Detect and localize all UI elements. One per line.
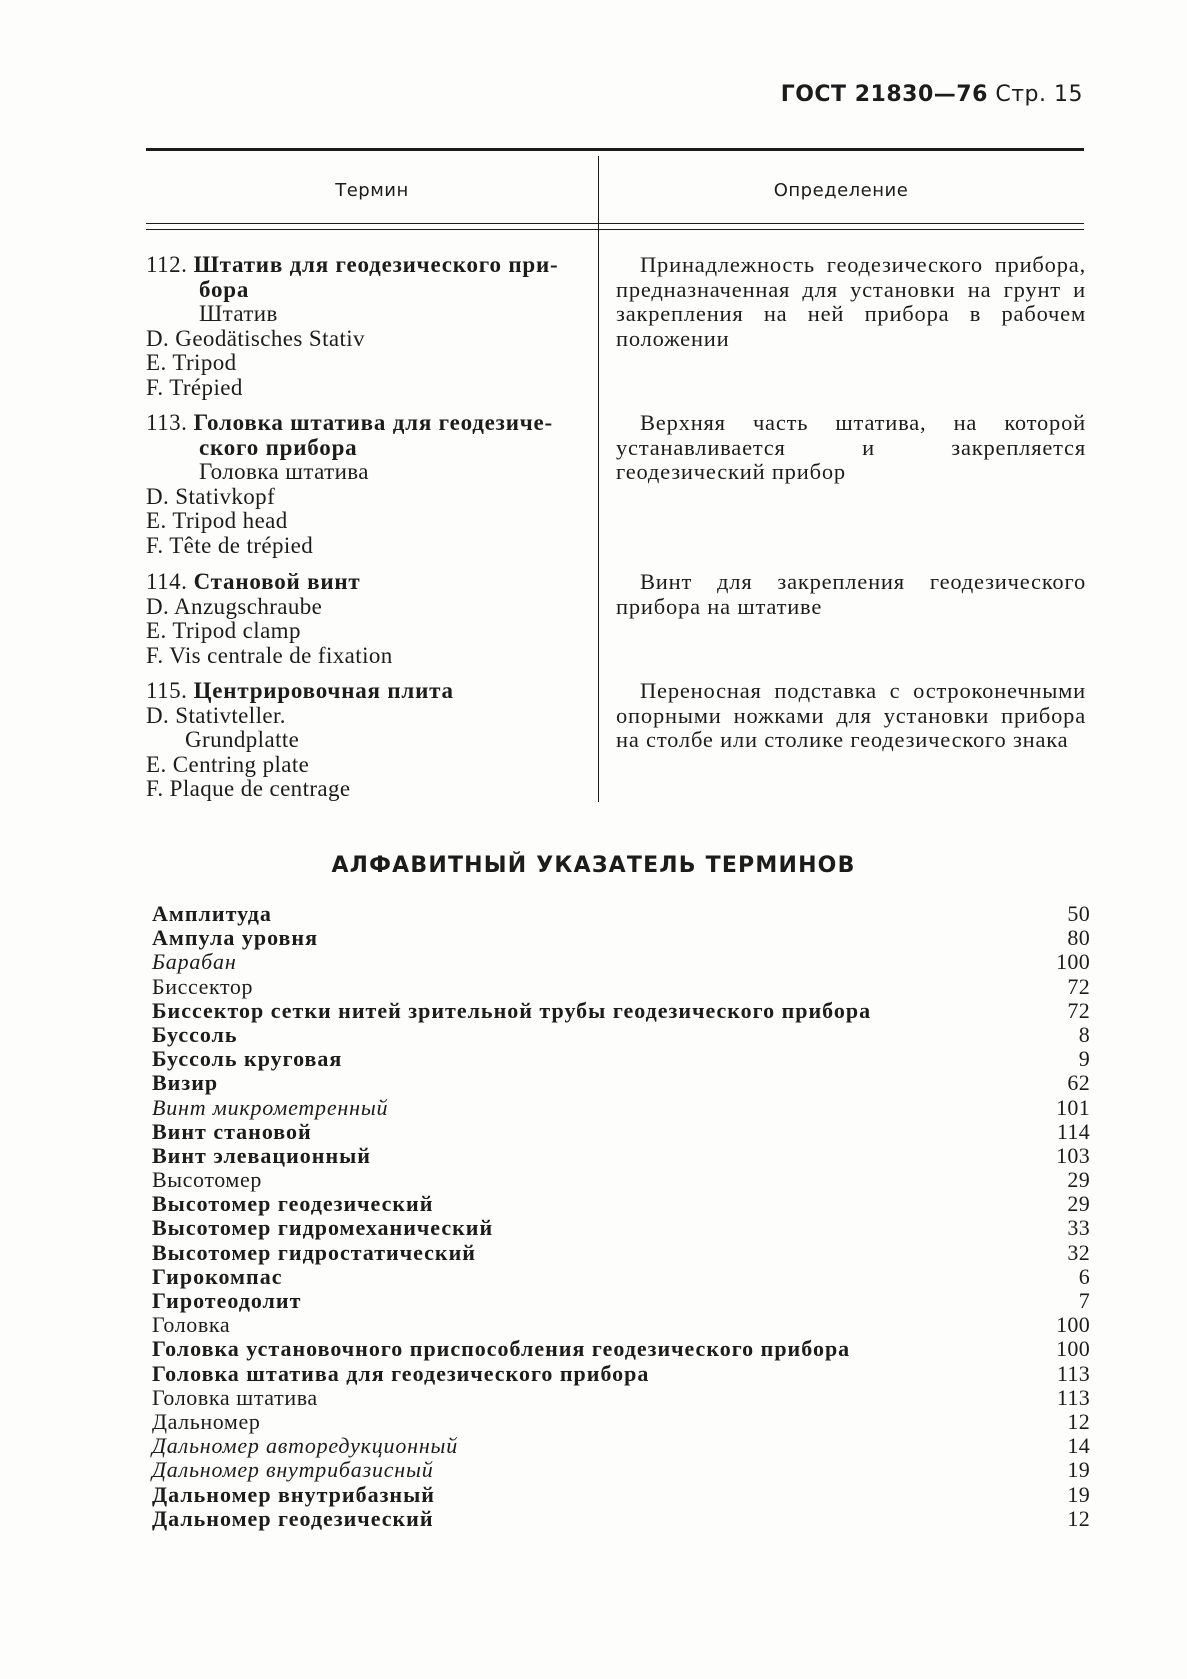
index-row (152, 1337, 1090, 1361)
term-title: Центрировочная плита (193, 678, 454, 703)
term-number: 115. (146, 678, 188, 703)
index-term: Буссоль (152, 1021, 238, 1047)
definition-112: Принадлежность геодезического прибора, предназначенная для установки на грунт и закрепления на ней прибора в рабочем положении (616, 252, 1086, 351)
index-term: Биссектор (152, 973, 254, 999)
index-row (152, 1386, 1090, 1410)
term-number: 114. (146, 569, 188, 594)
index-page-number: 33 (1067, 1215, 1090, 1241)
index-term: Головка штатива (152, 1384, 318, 1410)
index-row (152, 1434, 1090, 1458)
index-page-number: 80 (1067, 925, 1090, 951)
index-page-number: 12 (1067, 1408, 1090, 1434)
index-row (152, 950, 1090, 974)
index-row (152, 1216, 1090, 1240)
index-row (152, 1458, 1090, 1482)
index-term: Барабан (152, 949, 237, 975)
term-synonym: Штатив (199, 301, 278, 326)
term-entry-112 (146, 253, 586, 400)
index-term: Буссоль круговая (152, 1046, 343, 1072)
alphabetical-index (152, 902, 1090, 1531)
index-row (152, 1265, 1090, 1289)
term-title: Становой винт (193, 569, 361, 594)
term-english: E. Tripod head (146, 508, 288, 533)
index-page-number: 19 (1067, 1481, 1090, 1507)
index-page-number: 8 (1078, 1021, 1090, 1047)
term-french: F. Tête de trépied (146, 532, 314, 558)
index-term: Биссектор сетки нитей зрительной трубы геодезического прибора (152, 997, 872, 1023)
term-number: 112. (146, 252, 188, 277)
index-row (152, 1192, 1090, 1216)
index-term: Дальномер внутрибазный (152, 1481, 435, 1507)
standard-number: ГОСТ 21830—76 (780, 82, 988, 107)
index-row (152, 1096, 1090, 1120)
term-synonym: Головка штатива (199, 459, 369, 484)
index-row (152, 1168, 1090, 1192)
index-page-number: 100 (1056, 1312, 1090, 1338)
index-term: Ампула уровня (152, 925, 318, 951)
definition-113: Верхняя часть штатива, на которой устанавливается и закрепляется геодезический прибор (616, 410, 1086, 484)
index-term: Гирокомпас (152, 1263, 283, 1289)
index-term: Головка штатива для геодезического прибора (152, 1360, 650, 1386)
index-page-number: 6 (1078, 1263, 1090, 1289)
index-page-number: 114 (1056, 1118, 1090, 1144)
index-page-number: 101 (1056, 1094, 1090, 1120)
index-term: Высотомер гидростатический (152, 1239, 476, 1265)
index-page-number: 62 (1067, 1070, 1090, 1096)
index-term: Высотомер геодезический (152, 1191, 434, 1217)
index-term: Дальномер (152, 1408, 261, 1434)
term-german-alt: Grundplatte (185, 727, 300, 752)
index-term: Винт становой (152, 1118, 312, 1144)
index-term: Дальномер внутрибазисный (152, 1457, 434, 1483)
index-page-number: 9 (1078, 1046, 1090, 1072)
index-page-number: 100 (1056, 1336, 1090, 1362)
index-page-number: 113 (1056, 1384, 1090, 1410)
index-term: Высотомер (152, 1167, 262, 1193)
column-header-term: Термин (335, 180, 409, 201)
term-title: Головка штатива для геодезиче- (193, 410, 553, 435)
index-page-number: 72 (1067, 973, 1090, 999)
term-english: E. Tripod clamp (146, 618, 301, 643)
term-entry-114 (146, 570, 586, 668)
term-entry-115 (146, 679, 586, 802)
index-page-number: 7 (1078, 1288, 1090, 1313)
index-row (152, 1410, 1090, 1434)
index-row (152, 926, 1090, 950)
index-row (152, 1144, 1090, 1168)
term-entry-113 (146, 411, 586, 558)
index-term: Гиротеодолит (152, 1288, 302, 1313)
index-row (152, 1483, 1090, 1507)
term-french: F. Plaque de centrage (146, 776, 351, 801)
index-row (152, 1071, 1090, 1095)
index-term: Винт элевационный (152, 1142, 371, 1168)
index-row (152, 1047, 1090, 1071)
term-english: E. Centring plate (146, 751, 310, 777)
column-header-definition: Определение (773, 180, 909, 201)
index-term: Амплитуда (152, 901, 272, 926)
index-term: Дальномер геодезический (152, 1505, 434, 1531)
index-row (152, 1507, 1090, 1531)
index-term: Визир (152, 1070, 219, 1096)
index-row (152, 999, 1090, 1023)
table-top-rule (146, 148, 1084, 151)
index-row (152, 1313, 1090, 1337)
page-header (781, 82, 1083, 107)
index-term: Высотомер гидромеханический (152, 1215, 494, 1241)
term-german: D. Geodätisches Stativ (146, 325, 365, 351)
index-page-number: 103 (1056, 1142, 1090, 1168)
index-page-number: 50 (1067, 901, 1090, 926)
term-french: F. Vis centrale de fixation (146, 642, 393, 668)
term-title-cont: ского прибора (199, 434, 358, 460)
definition-114: Винт для закрепления геодезического прибора на штативе (616, 569, 1086, 619)
term-german: D. Stativkopf (146, 483, 276, 509)
index-term: Головка установочного приспособления геодезического прибора (152, 1336, 851, 1362)
index-page-number: 29 (1067, 1167, 1090, 1193)
term-german: D. Anzugschraube (146, 593, 323, 619)
index-row (152, 1362, 1090, 1386)
index-row (152, 902, 1090, 926)
page-number: Стр. 15 (995, 82, 1083, 107)
index-page-number: 29 (1067, 1191, 1090, 1217)
index-row (152, 1023, 1090, 1047)
term-english: E. Tripod (146, 350, 237, 375)
table-header-rule-double (146, 229, 1084, 230)
term-number: 113. (146, 410, 188, 435)
index-page-number: 14 (1067, 1433, 1090, 1459)
definition-115: Переносная подставка с остроконечными опорными ножками для установки прибора на столбе или столике геодезического знака (616, 678, 1086, 752)
term-french: F. Trépied (146, 374, 243, 400)
index-page-number: 32 (1067, 1239, 1090, 1265)
index-term: Головка (152, 1312, 231, 1338)
table-header-rule (146, 223, 1084, 224)
index-page-number: 100 (1056, 949, 1090, 975)
index-term: Винт микрометренный (152, 1094, 389, 1120)
index-title: АЛФАВИТНЫЙ УКАЗАТЕЛЬ ТЕРМИНОВ (331, 853, 856, 878)
index-row (152, 1120, 1090, 1144)
term-german: D. Stativteller. (146, 702, 286, 728)
index-page-number: 19 (1067, 1457, 1090, 1483)
index-term: Дальномер авторедукционный (152, 1433, 459, 1459)
index-page-number: 113 (1056, 1360, 1090, 1386)
term-title-cont: бора (199, 276, 250, 302)
index-page-number: 72 (1067, 997, 1090, 1023)
index-row (152, 1289, 1090, 1313)
index-row (152, 975, 1090, 999)
table-column-divider (598, 156, 599, 802)
index-row (152, 1241, 1090, 1265)
index-page-number: 12 (1067, 1505, 1090, 1531)
term-title: Штатив для геодезического при- (193, 252, 559, 277)
